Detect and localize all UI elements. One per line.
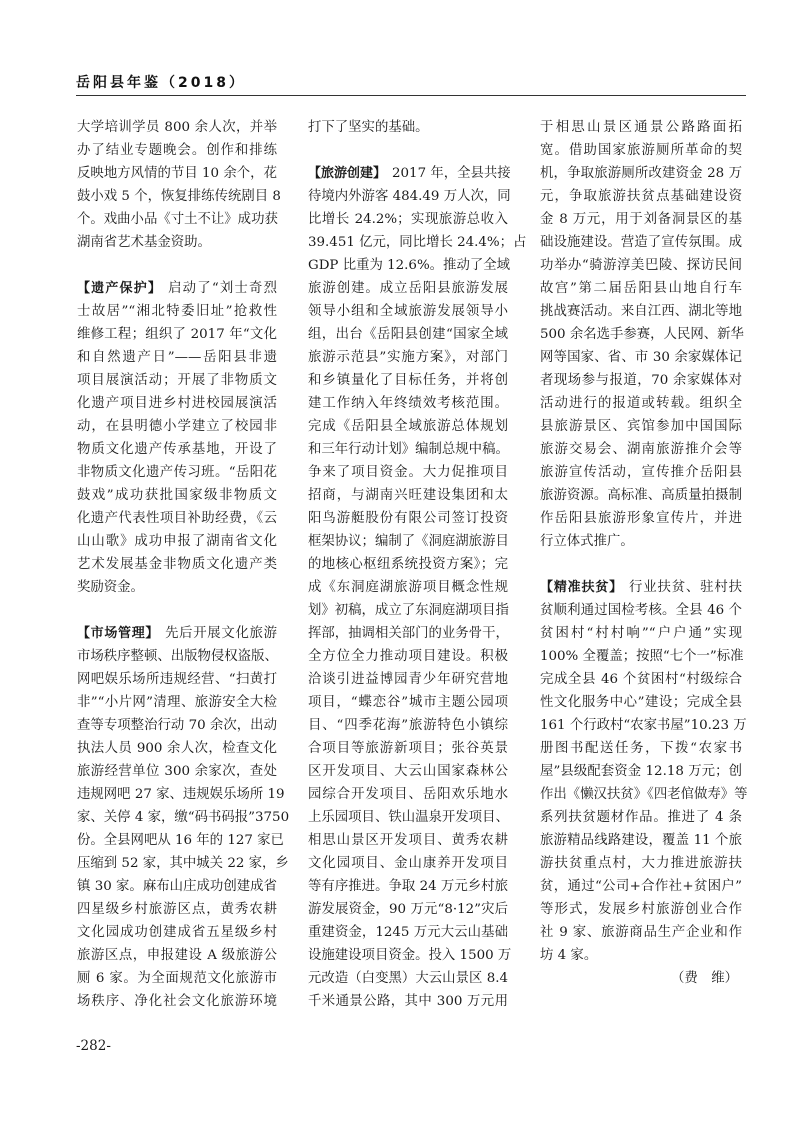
text-line (77, 852, 289, 875)
text-line (77, 944, 277, 967)
text-line (540, 576, 742, 599)
text-line (540, 208, 742, 231)
text-line (540, 323, 742, 346)
line-text: 完成《岳阳县全域旅游总体规划 (308, 419, 508, 434)
line-text: 社 9 家、旅游商品生产企业和作 (540, 925, 742, 940)
section-paragraph (77, 277, 277, 599)
text-line (540, 300, 742, 323)
line-text: 份。全县网吧从 16 年的 127 家已 (77, 833, 284, 848)
text-line (308, 484, 508, 507)
text-line (308, 369, 508, 392)
text-line (77, 553, 277, 576)
section-heading: 【遗产保护】 (77, 281, 163, 296)
line-text: 相思山景区开发项目、黄秀农耕 (308, 833, 508, 848)
line-text: 等有序推进。争取 24 万元乡村旅 (308, 879, 508, 894)
line-text: 旅游宣传活动，宣传推介岳阳县 (540, 465, 742, 480)
text-line (308, 668, 508, 691)
section-heading: 【精准扶贫】 (540, 580, 624, 595)
text-line (308, 806, 508, 829)
text-line (540, 760, 742, 783)
text-line (77, 829, 284, 852)
text-line (540, 875, 742, 898)
line-text: 161 个行政村“农家书屋”10.23 万 (540, 718, 747, 733)
line-text: 建工作纳入年终绩效考核范围。 (308, 396, 508, 411)
text-line (540, 507, 742, 530)
line-text: GDP 比重为 12.6%。推动了全域 (308, 258, 511, 273)
line-text: 册图书配送任务，下拨“农家书 (540, 741, 742, 756)
line-text: 非”“小片网”清理、旅游安全大检 (77, 695, 277, 710)
line-text: 框架协议；编制了《洞庭湖旅游目 (308, 534, 509, 549)
text-line (308, 162, 511, 185)
text-line (77, 645, 277, 668)
line-text: 千米通景公路，其中 300 万元用 (308, 994, 508, 1009)
text-line (308, 346, 508, 369)
text-line (308, 737, 508, 760)
text-line (77, 346, 277, 369)
text-line (540, 783, 748, 806)
text-line (308, 760, 508, 783)
text-line (77, 369, 277, 392)
line-text: 于相思山景区通景公路路面拓 (540, 120, 742, 135)
text-line (77, 461, 277, 484)
line-text: 全方位全力推动项目建设。积极 (308, 649, 508, 664)
text-line (77, 714, 277, 737)
page-number: -282- (76, 1038, 111, 1054)
line-text: 的地核心枢纽系统投资方案》；完 (308, 557, 508, 572)
text-line (540, 714, 747, 737)
text-line (77, 691, 277, 714)
text-line (540, 944, 742, 967)
text-line (77, 806, 290, 829)
text-line (540, 806, 742, 829)
text-column-3 (540, 116, 748, 990)
line-text: 作岳阳县旅游形象宣传片，并进 (540, 511, 742, 526)
line-text: 系列扶贫题材作品。推进了 4 条 (540, 810, 742, 825)
text-line (540, 737, 742, 760)
text-line (540, 231, 742, 254)
text-line (308, 438, 508, 461)
line-text: 100% 全覆盖；按照“七个一”标准 (540, 649, 744, 664)
text-line (77, 438, 277, 461)
line-text: 和乡镇量化了目标任务，并将创 (308, 373, 508, 388)
line-text: 划》初稿，成立了东洞庭湖项目指 (308, 603, 509, 618)
line-text: 500 余名选手参赛，人民网、新华 (540, 327, 744, 342)
text-line (308, 829, 508, 852)
line-text: 启动了“刘士奇烈 (168, 281, 277, 296)
text-line (77, 530, 277, 553)
text-line (308, 461, 508, 484)
line-text: 大学培训学员 800 余人次，并举 (77, 120, 277, 135)
text-line (540, 162, 742, 185)
text-line (77, 760, 277, 783)
line-text: 非物质文化遗产传习班。“岳阳花 (77, 465, 277, 480)
text-line (540, 645, 742, 668)
text-line (540, 921, 742, 944)
paragraph (77, 116, 281, 254)
line-text: 和三年行动计划》编制总规中稿。 (308, 442, 509, 457)
text-line (540, 599, 742, 622)
line-text: 领导小组和全域旅游发展领导小 (308, 304, 508, 319)
text-line (308, 185, 511, 208)
line-text: 贫困村“村村响”“户户通”实现 (540, 626, 742, 641)
text-line (308, 254, 511, 277)
text-line (308, 576, 508, 599)
line-text: 挥部，抽调相关部门的业务骨干， (308, 626, 509, 641)
text-line (540, 622, 742, 645)
text-line (540, 668, 742, 691)
line-text: 物质文化遗产传承基地，开设了 (77, 442, 277, 457)
line-text: 文化园成功创建成省五星级乡村 (77, 925, 277, 940)
text-line (540, 254, 742, 277)
line-text: 打下了坚实的基础。 (308, 120, 429, 135)
line-text: 阳鸟游艇股份有限公司签订投资 (308, 511, 508, 526)
line-text: 合项目等旅游新项目；张谷英景 (308, 741, 508, 756)
text-line (540, 484, 742, 507)
line-text: 故宫”第二届岳阳县山地自行车 (540, 281, 742, 296)
text-line (77, 875, 277, 898)
section-heading: 【旅游创建】 (308, 166, 387, 181)
text-line (540, 277, 742, 300)
line-text: 园综合开发项目、岳阳欢乐地水 (308, 787, 508, 802)
line-text: 坊 4 家。 (540, 948, 598, 963)
line-text: 压缩到 52 家，其中城关 22 家，乡 (77, 856, 289, 871)
line-text: 旅游资源。高标准、高质量拍摄制 (540, 488, 742, 503)
line-text: 化遗产项目进乡村进校园展演活 (77, 396, 277, 411)
line-text: 性文化服务中心”建设；完成全县 (540, 695, 742, 710)
text-line (308, 852, 508, 875)
text-line (308, 875, 508, 898)
text-line (77, 162, 277, 185)
line-text: 区开发项目、大云山国家森林公 (308, 764, 508, 779)
line-text: 2017 年，全县共接 (392, 166, 511, 181)
line-text: 查等专项整治行动 70 余次，出动 (77, 718, 277, 733)
line-text: 游扶贫重点村，大力推进旅游扶 (540, 856, 742, 871)
line-text: 游发展资金，90 万元“8·12”灾后 (308, 902, 508, 917)
line-text: 艺术发展基金非物质文化遗产类 (77, 557, 277, 572)
text-line (540, 139, 742, 162)
line-text: 设施建设项目资金。投入 1500 万 (308, 948, 512, 963)
line-text: 旅游经营单位 300 余家次，查处 (77, 764, 277, 779)
text-line (77, 116, 277, 139)
line-text: 项目，“蝶恋谷”城市主题公园项 (308, 695, 508, 710)
text-line (77, 185, 281, 208)
text-line (77, 392, 277, 415)
line-text: 元改造（白变黑）大云山景区 8.4 (308, 971, 508, 986)
line-text: 成《东洞庭湖旅游项目概念性规 (308, 580, 508, 595)
line-text: 旅游示范县”实施方案》，对部门 (308, 350, 508, 365)
text-line (308, 944, 512, 967)
line-text: 项目展演活动；开展了非物质文 (77, 373, 277, 388)
text-line (540, 346, 742, 369)
text-line (77, 737, 277, 760)
text-line (540, 116, 742, 139)
text-line (308, 599, 508, 622)
line-text: 作出《懒汉扶贫》《四老倌做寿》等 (540, 787, 748, 802)
line-text: 执法人员 900 余人次，检查文化 (77, 741, 277, 756)
text-line (540, 369, 742, 392)
line-text: 行立体式推广。 (540, 534, 634, 549)
text-line (77, 668, 277, 691)
line-text: 奖励资金。 (77, 580, 144, 595)
text-line (308, 898, 508, 921)
text-line (77, 576, 277, 599)
text-line (540, 852, 742, 875)
line-text: 重建资金，1245 万元大云山基础 (308, 925, 508, 940)
text-line (308, 783, 508, 806)
line-text: 等形式，发展乡村旅游创业合作 (540, 902, 742, 917)
line-text: 待境内外游客 484.49 万人次，同 (308, 189, 511, 204)
line-text: 和自然遗产日”——岳阳县非遗 (77, 350, 277, 365)
line-text: 办了结业专题晚会。创作和排练 (77, 143, 277, 158)
text-column-2 (308, 116, 527, 1036)
line-text: 家、关停 4 家，缴“码书码报”3750 (77, 810, 290, 825)
line-text: 县旅游景区、宾馆参加中国国际 (540, 419, 742, 434)
text-line (77, 323, 277, 346)
text-line (540, 185, 742, 208)
line-text: 四星级乡村旅游区点，黄秀农耕 (77, 902, 277, 917)
text-line (308, 208, 508, 231)
text-line (308, 530, 508, 553)
text-line (308, 277, 508, 300)
line-text: 活动进行的报道或转载。组织全 (540, 396, 742, 411)
line-text: 贫顺利通过国检考核。全县 46 个 (540, 603, 742, 618)
text-line (540, 691, 742, 714)
author-credit: （费 维） (671, 971, 738, 986)
section-paragraph (540, 576, 748, 990)
line-text: 士故居”“湘北特委旧址”抢救性 (77, 304, 277, 319)
text-line (308, 921, 508, 944)
line-text: 厕 6 家。为全面规范文化旅游市 (77, 971, 277, 986)
line-text: 洽谈引进益博园青少年研究营地 (308, 672, 508, 687)
running-header-title: 岳阳县年鉴（2018） (76, 75, 246, 91)
section-paragraph (308, 162, 527, 1013)
text-line (308, 714, 508, 737)
text-line (308, 116, 508, 139)
line-text: 旅游创建。成立岳阳县旅游发展 (308, 281, 508, 296)
text-line (77, 921, 277, 944)
line-text: 山山歌》成功申报了湖南省文化 (77, 534, 277, 549)
line-text: 个。戏曲小品《寸土不让》成功获 (77, 212, 278, 227)
line-text: 网等国家、省、市 30 余家媒体记 (540, 350, 742, 365)
line-text: 组，出台《岳阳县创建“国家全域 (308, 327, 508, 342)
text-line (77, 277, 277, 300)
text-line (540, 461, 742, 484)
line-text: 金 8 万元，用于刘备洞景区的基 (540, 212, 742, 227)
section-heading: 【市场管理】 (77, 626, 160, 641)
paragraph (308, 116, 508, 139)
line-text: 旅游区点，申报建设 A 级旅游公 (77, 948, 277, 963)
line-text: 旅游精品线路建设，覆盖 11 个旅 (540, 833, 742, 848)
paragraph (540, 116, 742, 553)
text-line (308, 323, 508, 346)
text-line (308, 392, 508, 415)
line-text: 市场秩序整顿、出版物侵权盗版、 (77, 649, 278, 664)
line-text: 网吧娱乐场所违规经营、“扫黄打 (77, 672, 277, 687)
text-line (77, 139, 277, 162)
text-line (308, 990, 508, 1013)
line-text: 先后开展文化旅游 (165, 626, 277, 641)
text-line (308, 415, 508, 438)
text-line (77, 231, 277, 254)
text-line (308, 691, 508, 714)
line-text: 化遗产代表性项目补助经费，《云 (77, 511, 277, 526)
text-line (77, 967, 277, 990)
text-line (308, 645, 508, 668)
text-line (77, 507, 277, 530)
line-text: 贫，通过“公司+合作社+贫困户” (540, 879, 742, 894)
line-text: 违规网吧 27 家、违规娱乐场所 19 (77, 787, 285, 802)
text-line (308, 622, 508, 645)
text-line (540, 898, 742, 921)
text-line (308, 967, 508, 990)
header-divider (76, 95, 746, 96)
line-text: 础设施建设。营造了宣传氛围。成 (540, 235, 742, 250)
line-text: 维修工程；组织了 2017 年“文化 (77, 327, 277, 342)
text-line (77, 208, 277, 231)
line-text: 宽。借助国家旅游厕所革命的契 (540, 143, 742, 158)
line-text: 场秩序、净化社会文化旅游环境 (77, 994, 277, 1009)
text-line (540, 438, 742, 461)
line-text: 挑战赛活动。来自江西、湖北等地 (540, 304, 742, 319)
line-text: 镇 30 家。麻布山庄成功创建成省 (77, 879, 277, 894)
text-line (77, 898, 277, 921)
line-text: 比增长 24.2%；实现旅游总收入 (308, 212, 508, 227)
line-text: 屋”县级配套资金 12.18 万元；创 (540, 764, 742, 779)
text-line (77, 484, 277, 507)
line-text: 完成全县 46 个贫困村“村级综合 (540, 672, 742, 687)
line-text: 招商，与湖南兴旺建设集团和太 (308, 488, 508, 503)
line-text: 旅游交易会、湖南旅游推介会等 (540, 442, 742, 457)
line-text: 者现场参与报道，70 余家媒体对 (540, 373, 742, 388)
text-column-1 (77, 116, 290, 1036)
line-text: 文化园项目、金山康养开发项目 (308, 856, 508, 871)
text-line (540, 530, 742, 553)
text-line (77, 622, 277, 645)
line-text: 反映地方风情的节目 10 余个，花 (77, 166, 277, 181)
text-line (77, 990, 277, 1013)
text-line (77, 415, 277, 438)
line-text: 争来了项目资金。大力促推项目 (308, 465, 508, 480)
line-text: 行业扶贫、驻村扶 (629, 580, 742, 595)
text-line (540, 392, 742, 415)
text-line (540, 415, 742, 438)
text-line (540, 829, 742, 852)
text-line (308, 231, 527, 254)
text-line (308, 507, 508, 530)
text-line (308, 300, 508, 323)
line-text: 机，争取旅游厕所改建资金 28 万 (540, 166, 742, 181)
line-text: 元，争取旅游扶贫点基础建设资 (540, 189, 742, 204)
line-text: 鼓戏”成功获批国家级非物质文 (77, 488, 277, 503)
line-text: 湖南省艺术基金资助。 (77, 235, 211, 250)
line-text: 功举办“骑游淳美巴陵、探访民间 (540, 258, 742, 273)
line-text: 鼓小戏 5 个，恢复排练传统剧目 8 (77, 189, 281, 204)
text-line (77, 300, 277, 323)
line-text: 39.451 亿元，同比增长 24.4%；占 (308, 235, 527, 250)
line-text: 上乐园项目、铁山温泉开发项目、 (308, 810, 509, 825)
text-line (308, 553, 508, 576)
line-text: 动，在县明德小学建立了校园非 (77, 419, 277, 434)
text-line (77, 783, 285, 806)
line-text: 目、“四季花海”旅游特色小镇综 (308, 718, 508, 733)
section-paragraph (77, 622, 290, 1013)
